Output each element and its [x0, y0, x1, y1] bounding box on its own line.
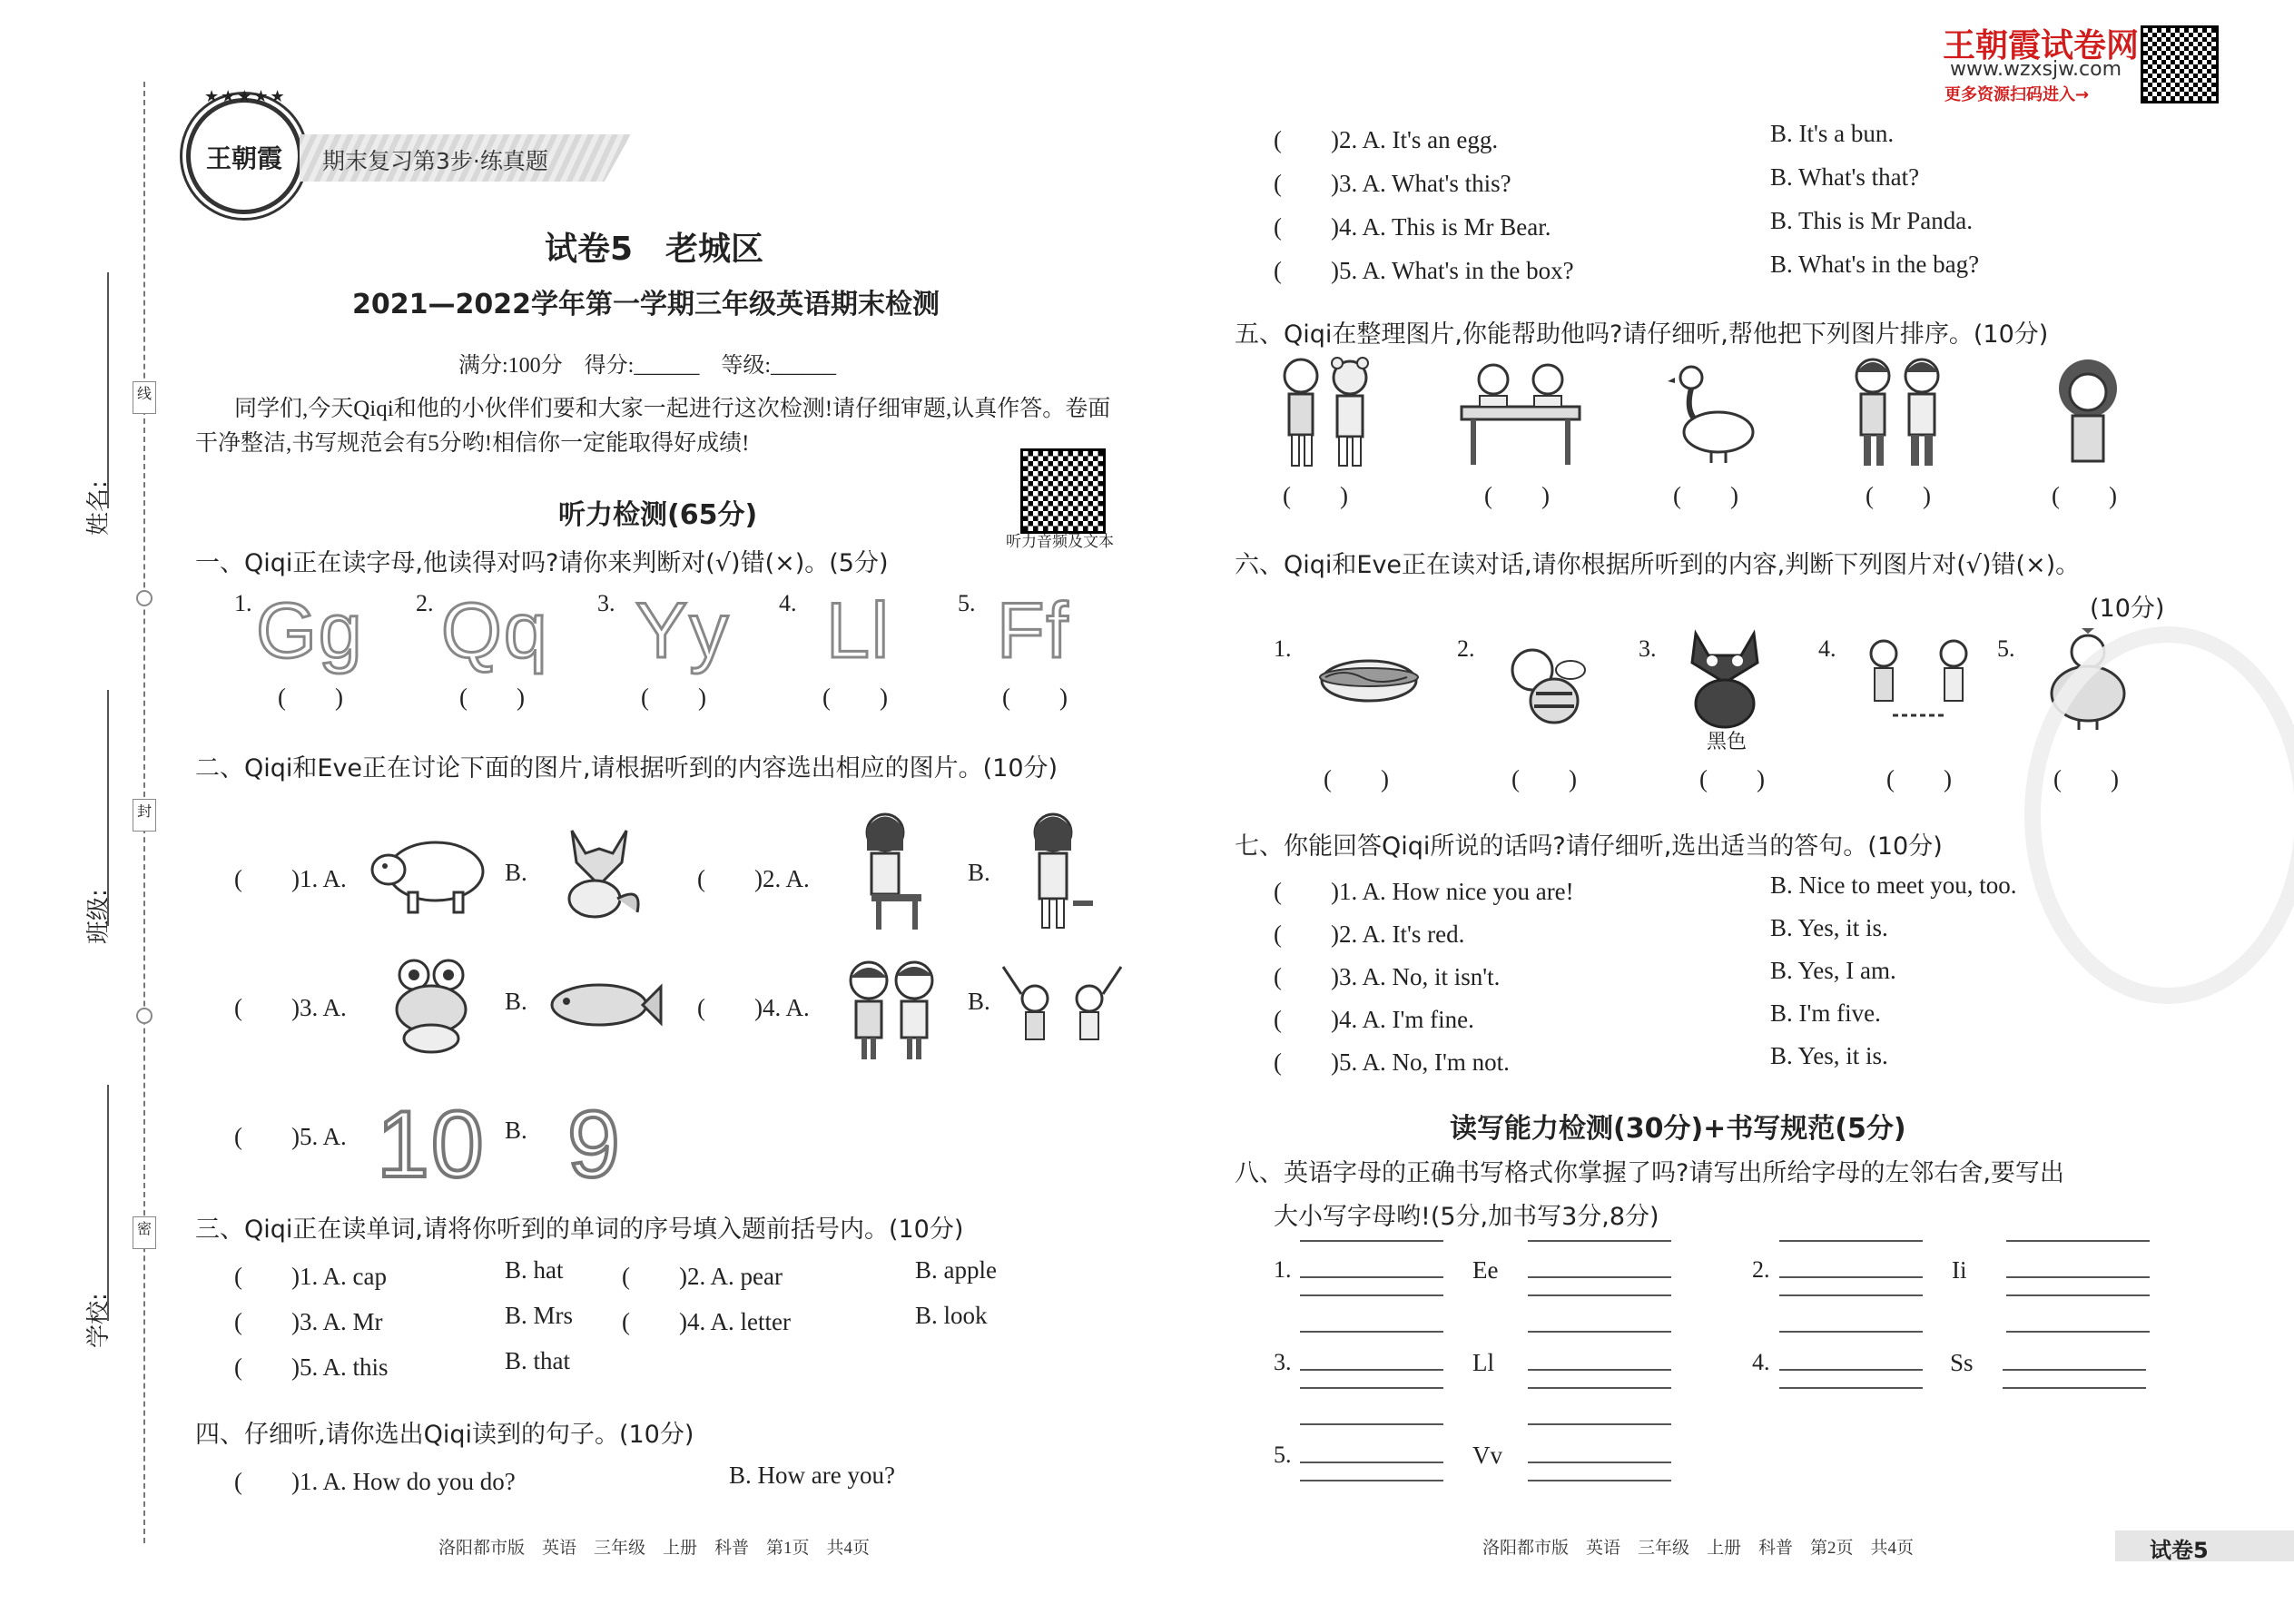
banner-text: 期末复习第3步·练真题 — [322, 148, 548, 174]
s6-paren-4[interactable]: ( ) — [1886, 765, 1952, 792]
s8-2-left-line-2[interactable] — [1779, 1276, 1923, 1278]
exam-subtitle: 2021—2022学年第一学期三年级英语期末检测 — [352, 289, 940, 320]
watermark-seal — [2024, 626, 2294, 1004]
qr-code[interactable] — [1020, 448, 1106, 534]
s3-r2-b[interactable]: B. Mrs — [505, 1302, 574, 1329]
s8-3-right-line-3[interactable] — [1528, 1423, 1671, 1425]
s8-2-left-line-1[interactable] — [1779, 1240, 1923, 1242]
s8-4-right-line-1[interactable] — [2003, 1369, 2146, 1371]
hotdog-illustration — [1316, 645, 1421, 717]
s3-r1-a[interactable]: ( )1. A. cap — [234, 1263, 387, 1290]
listening-heading: 听力检测(65分) — [558, 499, 758, 531]
brand-qr-code[interactable] — [2141, 25, 2219, 103]
s6-paren-5[interactable]: ( ) — [2053, 765, 2119, 792]
s2-b2[interactable]: B. — [968, 859, 990, 886]
logo-text: 王朝霞 — [205, 145, 282, 173]
s3-r2-c[interactable]: ( )4. A. letter — [622, 1308, 791, 1335]
s6-paren-1[interactable]: ( ) — [1324, 765, 1389, 792]
binding-mark-feng: 封 — [133, 799, 156, 832]
s1-num-4: 4. — [779, 590, 797, 616]
girl-sitting-illustration — [835, 810, 935, 932]
s2-b1[interactable]: B. — [505, 859, 527, 886]
cat-illustration — [1679, 626, 1770, 731]
s8-1-right-line-4[interactable] — [1528, 1331, 1671, 1333]
s8-num-4: 4. — [1752, 1349, 1770, 1375]
s5-paren-1[interactable]: ( ) — [1283, 482, 1348, 509]
s8-5-left-line-2[interactable] — [1300, 1480, 1443, 1481]
s8-num-3: 3. — [1274, 1349, 1292, 1375]
s7-r1-a[interactable]: ( )1. A. How nice you are! — [1274, 878, 1574, 905]
section-1-title: 一、Qiqi正在读字母,他读得对吗?请你来判断对(√)错(×)。(5分) — [195, 549, 889, 577]
logo-stars: ★★★★★ — [204, 87, 287, 106]
s3-r3-b[interactable]: B. that — [505, 1347, 570, 1374]
s2-b5[interactable]: B. — [505, 1117, 527, 1144]
kids-waving-illustration — [994, 958, 1130, 1062]
s8-2-left-line-4[interactable] — [1779, 1331, 1923, 1333]
s3-r3-a[interactable]: ( )5. A. this — [234, 1353, 389, 1381]
pig-illustration — [363, 824, 495, 920]
s1-paren-4[interactable]: ( ) — [822, 684, 888, 711]
s1-letter-5: Ff — [997, 587, 1070, 674]
s8-1-left-line-2[interactable] — [1300, 1276, 1443, 1278]
s5-paren-5[interactable]: ( ) — [2052, 482, 2117, 509]
s7-r1-b[interactable]: B. Nice to meet you, too. — [1770, 871, 2017, 899]
s1-letter-2: Qq — [441, 587, 549, 674]
binding-hole-2 — [136, 1008, 153, 1024]
s8-num-1: 1. — [1274, 1256, 1292, 1283]
section-8-title-1: 八、英语字母的正确书写格式你掌握了吗?请写出所给字母的左邻右舍,要写出 — [1235, 1159, 2064, 1187]
s8-1-right-line-1[interactable] — [1528, 1240, 1671, 1242]
section-3-title: 三、Qiqi正在读单词,请将你听到的单词的序号填入题前括号内。(10分) — [195, 1216, 964, 1244]
s8-letter-2: Ii — [1952, 1256, 1967, 1284]
brand-tagline: 更多资源扫码进入→ — [1944, 85, 2090, 104]
s1-paren-1[interactable]: ( ) — [278, 684, 343, 711]
s6-num-4: 4. — [1818, 635, 1836, 662]
s1-letter-3: Yy — [635, 587, 731, 674]
qr-caption: 听力音频及文本 — [1006, 533, 1114, 550]
footer-tag: 试卷5 — [2150, 1538, 2209, 1563]
s8-4-right-line-2[interactable] — [2003, 1387, 2146, 1389]
s8-1-right-line-2[interactable] — [1528, 1276, 1671, 1278]
s2-b4[interactable]: B. — [968, 988, 990, 1015]
s5-goose-illustration — [1666, 361, 1757, 466]
s8-5-right-line-1[interactable] — [1528, 1462, 1671, 1463]
s2-q2[interactable]: ( )2. A. — [697, 865, 810, 892]
s5-paren-3[interactable]: ( ) — [1673, 482, 1738, 509]
s1-num-1: 1. — [234, 590, 252, 616]
s2-q3[interactable]: ( )3. A. — [234, 994, 347, 1021]
section-6-title: 六、Qiqi和Eve正在读对话,请你根据所听到的内容,判断下列图片对(√)错(×)。 — [1235, 551, 2081, 579]
fox-illustration — [554, 822, 645, 921]
writing-heading: 读写能力检测(30分)+书写规范(5分) — [1450, 1113, 1906, 1145]
number-10-illustration: 10 — [377, 1092, 486, 1197]
brand-url[interactable]: www.wzxsjw.com — [1950, 58, 2122, 81]
s8-letter-1: Ee — [1472, 1256, 1499, 1284]
fish-illustration — [545, 976, 663, 1035]
s8-num-5: 5. — [1274, 1442, 1292, 1468]
s2-b3[interactable]: B. — [505, 988, 527, 1015]
boy-girl-illustration — [840, 958, 944, 1062]
s6-num-2: 2. — [1457, 635, 1475, 662]
school-field[interactable] — [107, 1085, 109, 1321]
s4-r5-b[interactable]: B. What's in the bag? — [1770, 251, 1980, 278]
s8-2-right-line-1[interactable] — [2006, 1240, 2150, 1242]
s3-r2-d[interactable]: B. look — [915, 1302, 988, 1329]
section-5-title: 五、Qiqi在整理图片,你能帮助他吗?请仔细听,帮他把下列图片排序。(10分) — [1235, 320, 2049, 349]
s8-3-right-line-2[interactable] — [1528, 1387, 1671, 1389]
s8-5-right-line-2[interactable] — [1528, 1480, 1671, 1481]
s4-r3-b[interactable]: B. What's that? — [1770, 163, 1920, 191]
s2-q5[interactable]: ( )5. A. — [234, 1123, 347, 1150]
s4-r5-a[interactable]: ( )5. A. What's in the box? — [1274, 257, 1574, 284]
s8-3-left-line-2[interactable] — [1300, 1387, 1443, 1389]
s5-paren-4[interactable]: ( ) — [1866, 482, 1931, 509]
s7-r2-a[interactable]: ( )2. A. It's red. — [1274, 920, 1465, 948]
s5-girl-bear-illustration — [1266, 356, 1384, 469]
s8-4-left-line-2[interactable] — [1779, 1387, 1923, 1389]
school-label: 学校: — [85, 1293, 113, 1348]
s1-paren-5[interactable]: ( ) — [1002, 684, 1068, 711]
s8-1-right-line-3[interactable] — [1528, 1294, 1671, 1296]
s5-classroom-illustration — [1452, 352, 1589, 470]
class-label: 班级: — [85, 889, 113, 944]
name-label: 姓名: — [85, 480, 113, 536]
s5-girl-curly-hair-illustration — [2047, 356, 2129, 469]
s7-r2-b[interactable]: B. Yes, it is. — [1770, 914, 1888, 941]
s8-4-left-line-1[interactable] — [1779, 1369, 1923, 1371]
s8-2-left-line-3[interactable] — [1779, 1294, 1923, 1296]
s4-r3-a[interactable]: ( )3. A. What's this? — [1274, 170, 1511, 197]
s8-letter-4: Ss — [1950, 1349, 1974, 1376]
s4-r2-b[interactable]: B. It's a bun. — [1770, 120, 1895, 147]
section-7-title: 七、你能回答Qiqi所说的话吗?请仔细听,选出适当的答句。(10分) — [1235, 832, 1943, 861]
s6-paren-3[interactable]: ( ) — [1699, 765, 1765, 792]
section-8-title-2: 大小写字母哟!(5分,加书写3分,8分) — [1274, 1203, 1659, 1231]
s1-num-5: 5. — [958, 590, 976, 616]
s2-q1[interactable]: ( )1. A. — [234, 865, 347, 892]
s7-r3-b[interactable]: B. Yes, I am. — [1770, 957, 1896, 984]
s1-letter-1: Gg — [256, 587, 364, 674]
score-line: 满分:100分 得分:______ 等级:______ — [458, 354, 837, 378]
girl-standing-illustration — [1017, 810, 1098, 932]
footer-left: 洛阳都市版 英语 三年级 上册 科普 第1页 共4页 — [438, 1539, 871, 1558]
s3-r1-c[interactable]: ( )2. A. pear — [622, 1263, 783, 1290]
s5-two-kids-illustration — [1838, 356, 1956, 469]
kids-playing-illustration — [1852, 634, 1988, 733]
s2-q4[interactable]: ( )4. A. — [697, 994, 810, 1021]
s8-2-right-line-4[interactable] — [2006, 1331, 2150, 1333]
s4-r2-a[interactable]: ( )2. A. It's an egg. — [1274, 126, 1499, 153]
s7-r5-a[interactable]: ( )5. A. No, I'm not. — [1274, 1048, 1510, 1076]
number-9-illustration: 9 — [567, 1092, 622, 1197]
s4-r1-b[interactable]: B. How are you? — [729, 1462, 895, 1489]
s6-paren-2[interactable]: ( ) — [1511, 765, 1577, 792]
s7-r4-a[interactable]: ( )4. A. I'm fine. — [1274, 1006, 1474, 1033]
s8-3-left-line-3[interactable] — [1300, 1423, 1443, 1425]
section-4-title: 四、仔细听,请你选出Qiqi读到的句子。(10分) — [195, 1421, 694, 1449]
s4-r4-a[interactable]: ( )4. A. This is Mr Bear. — [1274, 213, 1551, 241]
s8-5-left-line-1[interactable] — [1300, 1462, 1443, 1463]
footer-right: 洛阳都市版 英语 三年级 上册 科普 第2页 共4页 — [1482, 1539, 1915, 1558]
s4-r1-a[interactable]: ( )1. A. How do you do? — [234, 1468, 516, 1495]
s8-letter-3: Ll — [1472, 1349, 1494, 1376]
s7-r5-b[interactable]: B. Yes, it is. — [1770, 1042, 1888, 1069]
cat-color-label: 黑色 — [1707, 731, 1748, 753]
s1-paren-3[interactable]: ( ) — [641, 684, 706, 711]
s1-letter-4: Ll — [826, 587, 891, 674]
s4-r4-b[interactable]: B. This is Mr Panda. — [1770, 207, 1974, 234]
s5-paren-2[interactable]: ( ) — [1484, 482, 1550, 509]
bee-illustration — [1498, 635, 1589, 731]
s6-num-1: 1. — [1274, 635, 1292, 662]
s7-r4-b[interactable]: B. I'm five. — [1770, 999, 1881, 1027]
logo-badge — [186, 98, 302, 214]
frog-illustration — [389, 955, 475, 1055]
s3-r1-b[interactable]: B. hat — [505, 1256, 564, 1284]
section-2-title: 二、Qiqi和Eve正在讨论下面的图片,请根据听到的内容选出相应的图片。(10分) — [195, 754, 1058, 782]
s8-2-right-line-2[interactable] — [2006, 1276, 2150, 1278]
exam-title: 试卷5 老城区 — [545, 231, 764, 268]
binding-hole-1 — [136, 590, 153, 606]
binding-mark-xian: 线 — [133, 381, 156, 414]
s3-r1-d[interactable]: B. apple — [915, 1256, 997, 1284]
s1-num-2: 2. — [416, 590, 434, 616]
s8-letter-5: Vv — [1472, 1442, 1502, 1469]
s8-num-2: 2. — [1752, 1256, 1770, 1283]
intro-line-2: 干净整洁,书写规范会有5分哟!相信你一定能取得好成绩! — [195, 431, 750, 456]
s8-1-left-line-4[interactable] — [1300, 1331, 1443, 1333]
binding-mark-mi: 密 — [133, 1216, 156, 1249]
s6-num-3: 3. — [1639, 635, 1657, 662]
brand-name: 王朝霞试卷网 — [1943, 27, 2140, 64]
s8-3-left-line-1[interactable] — [1300, 1369, 1443, 1371]
s8-3-right-line-1[interactable] — [1528, 1369, 1671, 1371]
s6-num-5: 5. — [1997, 635, 2015, 662]
s1-paren-2[interactable]: ( ) — [459, 684, 525, 711]
intro-line-1: 同学们,今天Qiqi和他的小伙伴们要和大家一起进行这次检测!请仔细审题,认真作答。卷面 — [234, 397, 1111, 421]
s3-r2-a[interactable]: ( )3. A. Mr — [234, 1308, 383, 1335]
s8-1-left-line-3[interactable] — [1300, 1294, 1443, 1296]
s1-num-3: 3. — [597, 590, 615, 616]
class-field[interactable] — [107, 690, 109, 926]
section-6-score: (10分) — [2090, 595, 2165, 623]
s7-r3-a[interactable]: ( )3. A. No, it isn't. — [1274, 963, 1501, 990]
s8-2-right-line-3[interactable] — [2006, 1294, 2150, 1296]
name-field[interactable] — [107, 272, 109, 508]
s8-1-left-line-1[interactable] — [1300, 1240, 1443, 1242]
